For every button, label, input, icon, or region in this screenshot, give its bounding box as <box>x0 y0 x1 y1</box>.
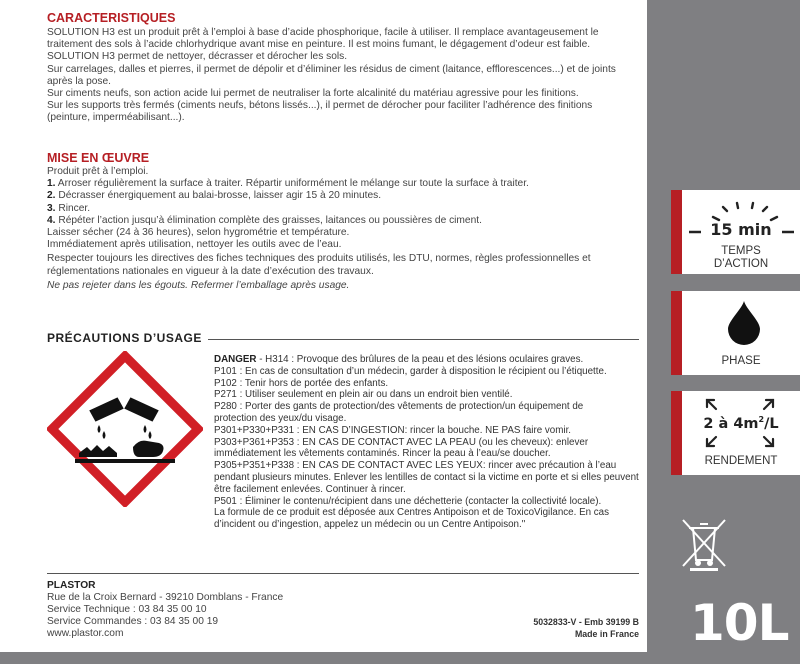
company-website: www.plastor.com <box>47 628 124 639</box>
danger-line <box>214 354 644 366</box>
characteristics-title: CARACTERISTIQUES <box>47 11 176 25</box>
divider <box>47 573 639 574</box>
phase-panel <box>671 291 800 375</box>
step-number: 4. <box>47 214 56 226</box>
time-panel <box>671 190 800 274</box>
text-line: immédiatement les vêtements contaminés. Rincer la peau à l’eau/se doucher. <box>214 448 551 460</box>
company-address: Rue de la Croix Bernard - 39210 Domblans - France <box>47 592 284 603</box>
text-line: pendant plusieurs minutes. Enlever les lentilles de contact si la victime en porte et si elles peuvent <box>214 471 639 483</box>
reference-code: 5032833-V - Emb 39199 B <box>533 617 639 627</box>
step-item <box>47 178 622 190</box>
text-line: P303+P361+P353 : EN CAS DE CONTACT AVEC LA PEAU (ou les cheveux): enlever <box>214 436 589 448</box>
application-text <box>47 166 622 292</box>
text-line: P280 : Porter des gants de protection/des vêtements de protection/un équipement de <box>214 401 584 413</box>
text-line: SOLUTION H3 permet de nettoyer, décrasser et dérocher les sols. <box>47 51 348 63</box>
hazard-text: - H314 : Provoque des brûlures de la peau et des lésions oculaires graves. <box>256 354 584 365</box>
step-item <box>47 203 622 215</box>
company-info <box>47 580 283 640</box>
text-line: après la pose. <box>47 75 111 87</box>
volume-label: 10L <box>690 594 789 652</box>
text-line <box>47 280 622 292</box>
text-line: Sur les supports très fermés (ciments neufs, bétons lissés...), il permet de dérocher pour faciliter l’adhérence des finitions <box>47 100 593 112</box>
tech-service: Service Technique : 03 84 35 00 10 <box>47 604 207 615</box>
step-text: Rincer. <box>55 202 91 214</box>
panel-accent <box>671 291 682 375</box>
step-text: Décrasser énergiquement au balai-brosse, laisser agir 15 à 20 minutes. <box>55 190 382 202</box>
step-number: 3. <box>47 202 56 214</box>
characteristics-text <box>47 27 622 125</box>
step-number: 1. <box>47 178 56 190</box>
step-item <box>47 190 622 202</box>
text-line: protection des yeux/du visage. <box>214 412 347 424</box>
text-line: SOLUTION H3 est un produit prêt à l’emploi à base d’acide phosphorique, facile à utiliser. Il remplace avantageusement le <box>47 27 599 38</box>
coverage-label: RENDEMENT <box>704 455 778 467</box>
text-line: La formule de ce produit est déposée aux Centres Antipoison et de ToxicoVigilance. En cas <box>214 507 610 519</box>
text-line: P271 : Utiliser seulement en plein air ou dans un endroit bien ventilé. <box>214 389 513 401</box>
coverage-sup: 2 <box>758 415 765 424</box>
droplet-icon <box>724 299 764 345</box>
text-line: (peinture, imperméabilisant...). <box>47 112 185 124</box>
corrosive-pictogram <box>47 351 203 507</box>
coverage-unit: /L <box>764 415 779 432</box>
time-value: 15 min <box>710 220 772 239</box>
phase-label: PHASE <box>721 355 761 367</box>
crossed-bin-icon <box>678 516 730 572</box>
text-line: P301+P330+P331 : EN CAS D’INGESTION: rincer la bouche. NE PAS faire vomir. <box>214 424 572 436</box>
coverage-number: 2 à 4m <box>703 415 759 432</box>
step-item <box>47 215 622 227</box>
hazard-statements <box>214 354 644 531</box>
product-reference <box>533 617 639 640</box>
text-line: P305+P351+P338 : EN CAS DE CONTACT AVEC LES YEUX: rincer avec précaution à l’eau <box>214 460 617 472</box>
orders-service: Service Commandes : 03 84 35 00 19 <box>47 616 219 627</box>
bottom-bar <box>0 652 800 664</box>
text-line: réglementations nationales en vigueur à la date d’exécution des travaux. <box>47 265 374 277</box>
text-line: P102 : Tenir hors de portée des enfants. <box>214 377 389 389</box>
company-name: PLASTOR <box>47 580 96 591</box>
step-number: 2. <box>47 190 56 202</box>
text-line: Sur carrelages, dalles et pierres, il permet de dépolir et d’éliminer les résidus de ciment (laitance, efflorescences...) et de joints <box>47 63 616 75</box>
text-line: Respecter toujours les directives des fiches techniques des produits utilisés, les DTU, normes, règles professionnelles et <box>47 253 591 265</box>
origin-label: Made in France <box>574 628 639 639</box>
divider <box>208 339 639 340</box>
text-line: Sur ciments neufs, son action acide lui permet de neutraliser la forte alcalinité du matériau agressive pour les finitions. <box>47 88 579 100</box>
coverage-panel <box>671 391 800 475</box>
coverage-value <box>682 415 800 432</box>
text-line: P501 : Éliminer le contenu/récipient dans une déchetterie (contacter la collectivité locale). <box>214 495 602 507</box>
text-line: Produit prêt à l’emploi. <box>47 166 149 177</box>
text-line: être facilement enlevées. Continuer à rincer. <box>214 483 406 495</box>
text-line: P101 : En cas de consultation d’un médecin, garder à disposition le récipient ou l’étiquette. <box>214 365 607 377</box>
time-label-2: D’ACTION <box>713 258 769 270</box>
text-line: Immédiatement après utilisation, nettoyer les outils avec de l’eau. <box>47 239 342 251</box>
precautions-title: PRÉCAUTIONS D’USAGE <box>47 331 202 345</box>
text-line: d’incident ou d’ingestion, appelez un médecin ou un Centre Antipoison." <box>214 519 526 531</box>
step-text: Arroser régulièrement la surface à traiter. Répartir uniformément le mélange sur toute la surface à traiter. <box>55 178 529 190</box>
step-text: Répéter l’action jusqu’à élimination complète des graisses, laitances ou poussières de ciment. <box>55 214 482 226</box>
text-line: Laisser sécher (24 à 36 heures), selon hygrométrie et température. <box>47 227 350 239</box>
time-label-1: TEMPS <box>721 245 761 257</box>
application-title: MISE EN ŒUVRE <box>47 151 150 165</box>
danger-word: DANGER <box>214 354 257 365</box>
text-line: traitement des sols à l’acide chlorhydrique avant mise en peinture. Il est moins fumant, le dégagement d’odeur est faible. <box>47 39 591 51</box>
warning-text: Ne pas rejeter dans les égouts. Refermer l’emballage après usage. <box>47 279 350 291</box>
